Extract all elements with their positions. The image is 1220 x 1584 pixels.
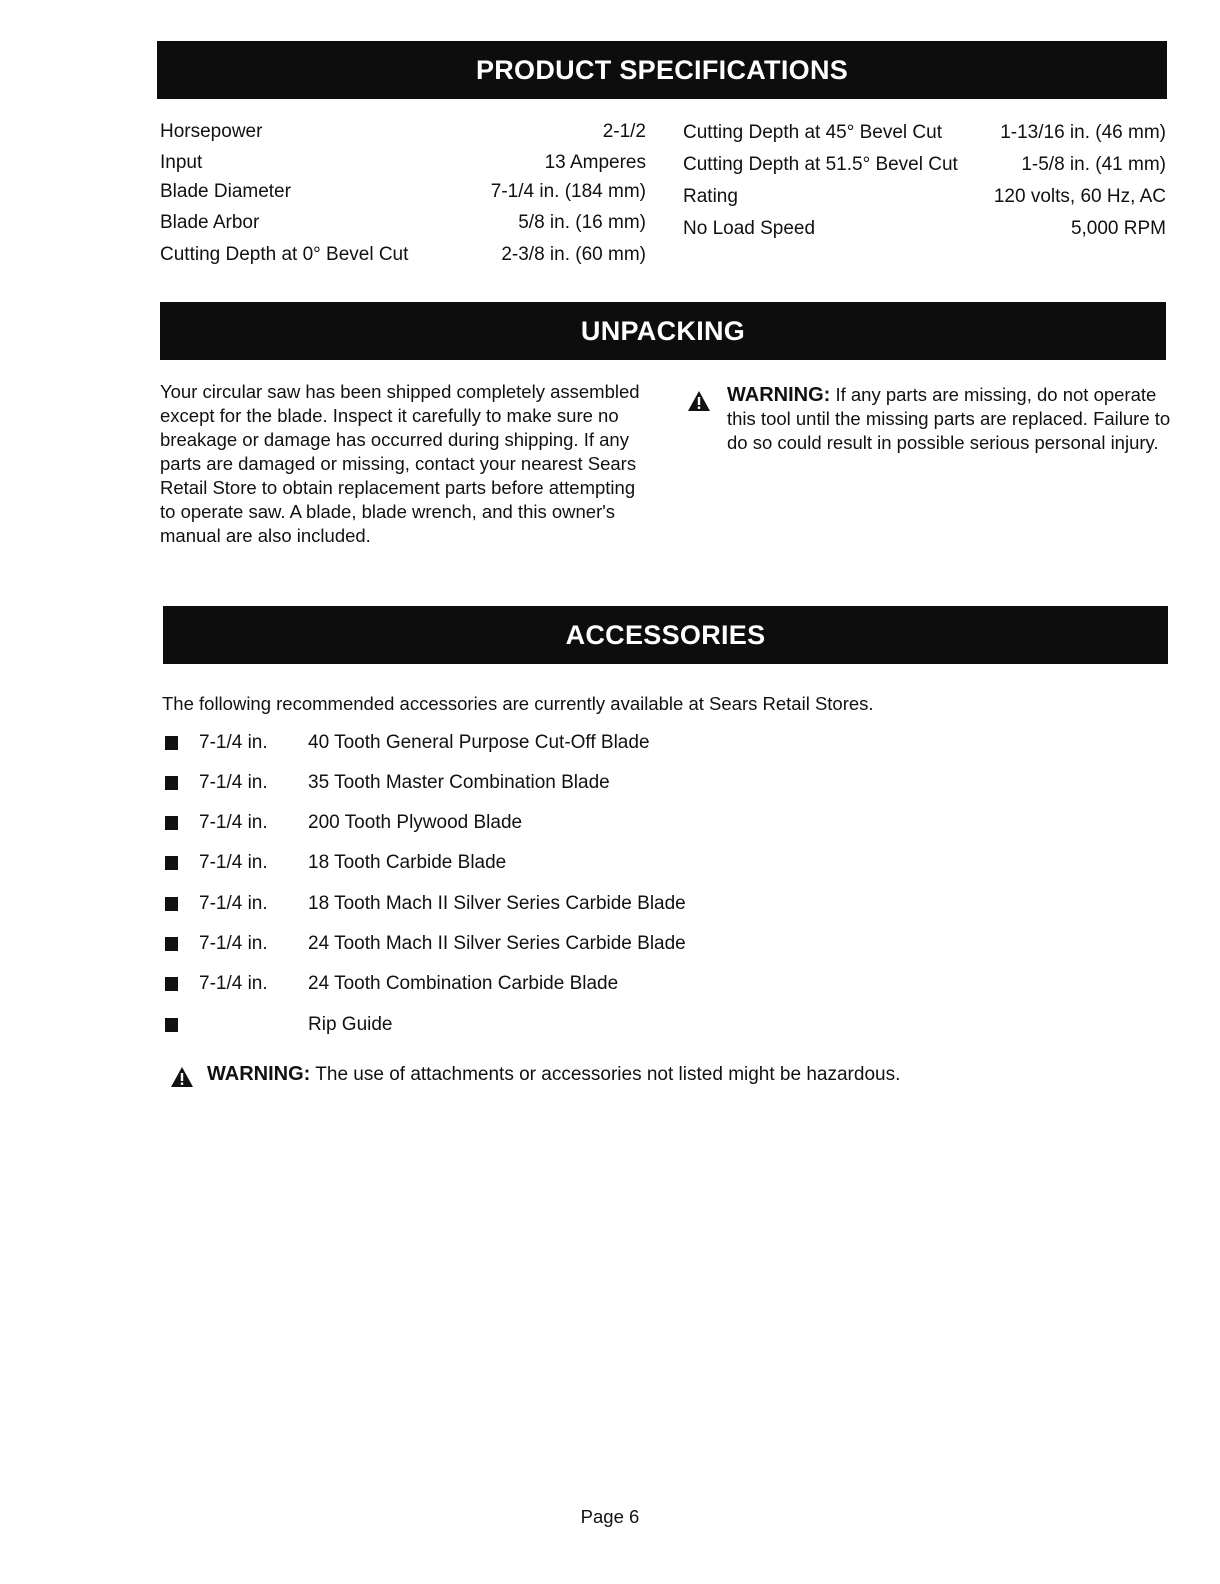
spec-value: 1-13/16 in. (46 mm) bbox=[1000, 122, 1166, 143]
spec-value: 1-5/8 in. (41 mm) bbox=[1021, 154, 1166, 175]
accessories-intro: The following recommended accessories are currently available at Sears Retail Stores. bbox=[162, 693, 874, 714]
warning-text: If any parts are missing, do not operate this tool until the missing parts are replaced. Failure to do so could result in possible serious personal injury. bbox=[727, 384, 1171, 453]
spec-value: 5,000 RPM bbox=[1070, 218, 1166, 239]
accessory-name: Rip Guide bbox=[308, 1014, 393, 1035]
accessory-name: 200 Tooth Plywood Blade bbox=[308, 812, 523, 833]
accessories-warning bbox=[207, 1062, 900, 1087]
accessory-name: 24 Tooth Combination Carbide Blade bbox=[308, 973, 619, 994]
accessory-size: 7-1/4 in. bbox=[199, 933, 268, 954]
warning-triangle-icon bbox=[688, 391, 710, 411]
warning-label: WARNING: bbox=[727, 384, 831, 406]
spec-row bbox=[160, 151, 646, 175]
accessories-heading: ACCESSORIES bbox=[163, 606, 1168, 664]
spec-row bbox=[160, 211, 646, 235]
spec-label: No Load Speed bbox=[683, 218, 816, 239]
square-bullet-icon bbox=[165, 776, 178, 790]
unpacking-warning bbox=[727, 383, 1172, 455]
spec-value: 13 Amperes bbox=[544, 152, 646, 173]
warning-triangle-icon bbox=[171, 1067, 193, 1087]
spec-value: 7-1/4 in. (184 mm) bbox=[490, 181, 646, 202]
accessory-name: 18 Tooth Carbide Blade bbox=[308, 852, 507, 873]
spec-value: 2-1/2 bbox=[602, 121, 646, 142]
square-bullet-icon bbox=[165, 816, 178, 830]
square-bullet-icon bbox=[165, 897, 178, 911]
spec-label: Horsepower bbox=[160, 121, 263, 142]
square-bullet-icon bbox=[165, 977, 178, 991]
spec-row bbox=[683, 153, 1166, 177]
spec-label: Blade Diameter bbox=[160, 181, 291, 202]
square-bullet-icon bbox=[165, 856, 178, 870]
spec-row bbox=[683, 185, 1166, 209]
accessory-size: 7-1/4 in. bbox=[199, 732, 268, 753]
spec-label: Rating bbox=[683, 186, 738, 207]
spec-value: 120 volts, 60 Hz, AC bbox=[993, 186, 1166, 207]
square-bullet-icon bbox=[165, 937, 178, 951]
accessory-size: 7-1/4 in. bbox=[199, 812, 268, 833]
page-number: Page 6 bbox=[580, 1506, 640, 1527]
spec-row bbox=[160, 120, 646, 144]
accessory-name: 24 Tooth Mach II Silver Series Carbide Blade bbox=[308, 933, 686, 954]
unpacking-body: Your circular saw has been shipped completely assembled except for the blade. Inspect it carefully to make sure no breakage or damage has occurred during shipping. If any parts are damaged or missing, contact your nearest Sears Retail Store to obtain replacement parts before attempting to operate saw. A blade, blade wrench, and this owner's manual are also included. bbox=[160, 381, 640, 546]
warning-text: The use of attachments or accessories not listed might be hazardous. bbox=[315, 1064, 901, 1085]
unpacking-heading: UNPACKING bbox=[160, 302, 1166, 360]
accessory-size: 7-1/4 in. bbox=[199, 852, 268, 873]
warning-label: WARNING: bbox=[207, 1063, 311, 1085]
product-specifications-heading: PRODUCT SPECIFICATIONS bbox=[157, 41, 1167, 99]
accessory-name: 40 Tooth General Purpose Cut-Off Blade bbox=[308, 732, 650, 753]
spec-row bbox=[683, 217, 1166, 241]
accessory-name: 35 Tooth Master Combination Blade bbox=[308, 772, 610, 793]
spec-row bbox=[160, 180, 646, 204]
accessory-size: 7-1/4 in. bbox=[199, 893, 268, 914]
spec-label: Cutting Depth at 45° Bevel Cut bbox=[683, 122, 942, 143]
spec-label: Input bbox=[160, 152, 203, 173]
spec-value: 2-3/8 in. (60 mm) bbox=[501, 244, 646, 265]
accessory-name: 18 Tooth Mach II Silver Series Carbide Blade bbox=[308, 893, 686, 914]
square-bullet-icon bbox=[165, 736, 178, 750]
accessory-size: 7-1/4 in. bbox=[199, 772, 268, 793]
accessory-size: 7-1/4 in. bbox=[199, 973, 268, 994]
spec-row bbox=[160, 243, 646, 267]
spec-value: 5/8 in. (16 mm) bbox=[518, 212, 646, 233]
spec-label: Cutting Depth at 0° Bevel Cut bbox=[160, 244, 409, 265]
spec-label: Blade Arbor bbox=[160, 212, 260, 233]
square-bullet-icon bbox=[165, 1018, 178, 1032]
spec-row bbox=[683, 121, 1166, 145]
spec-label: Cutting Depth at 51.5° Bevel Cut bbox=[683, 154, 958, 175]
